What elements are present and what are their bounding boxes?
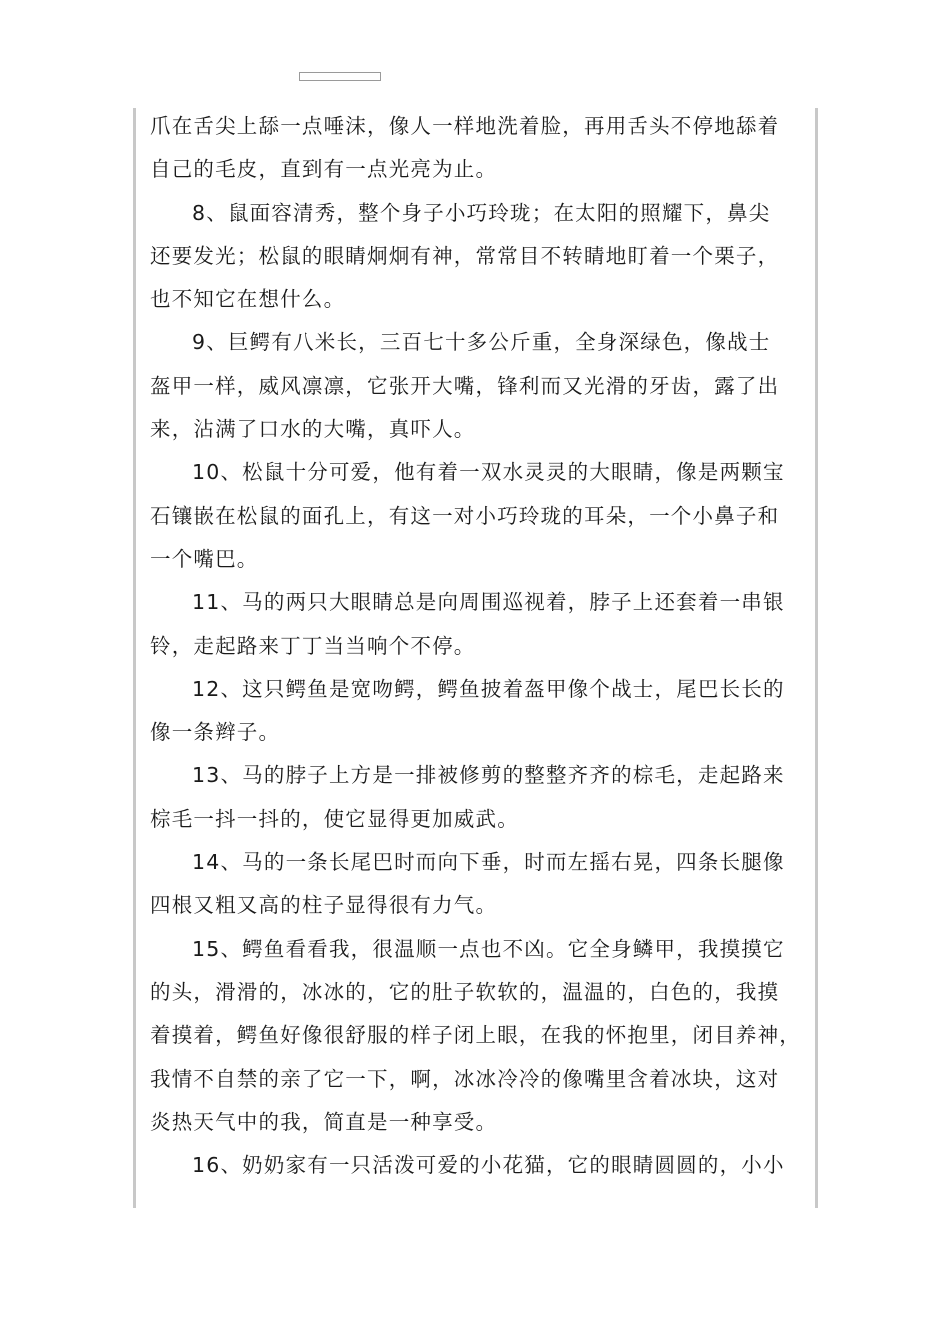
left-margin-line xyxy=(133,108,136,1208)
text-line: 来，沾满了口水的大嘴，真吓人。 xyxy=(150,417,476,442)
right-margin-line xyxy=(815,108,818,1208)
text-line: 16、奶奶家有一只活泼可爱的小花猫，它的眼睛圆圆的，小小 xyxy=(192,1153,785,1178)
text-line: 的头，滑滑的，冰冰的，它的肚子软软的，温温的，白色的，我摸 xyxy=(150,979,780,1004)
header-mark xyxy=(299,72,381,81)
text-line: 自己的毛皮，直到有一点光亮为止。 xyxy=(150,157,498,182)
text-line: 棕毛一抖一抖的，使它显得更加威武。 xyxy=(150,806,519,831)
text-line: 12、这只鳄鱼是宽吻鳄，鳄鱼披着盔甲像个战士，尾巴长长的 xyxy=(192,676,785,701)
document-body xyxy=(150,105,814,1187)
text-line: 9、巨鳄有八米长，三百七十多公斤重，全身深绿色，像战士 xyxy=(192,330,771,355)
text-line: 13、马的脖子上方是一排被修剪的整整齐齐的棕毛，走起路来 xyxy=(192,763,785,788)
text-line: 我情不自禁的亲了它一下，啊，冰冰冷冷的像嘴里含着冰块，这对 xyxy=(150,1066,780,1091)
text-line: 石镶嵌在松鼠的面孔上，有这一对小巧玲珑的耳朵，一个小鼻子和 xyxy=(150,503,780,528)
text-line: 着摸着，鳄鱼好像很舒服的样子闭上眼，在我的怀抱里，闭目养神， xyxy=(150,1023,801,1048)
text-line: 15、鳄鱼看看我，很温顺一点也不凶。它全身鳞甲，我摸摸它 xyxy=(192,936,785,961)
text-line: 爪在舌尖上舔一点唾沫，像人一样地洗着脸，再用舌头不停地舔着 xyxy=(150,114,780,138)
text-line: 炎热天气中的我，简直是一种享受。 xyxy=(150,1109,498,1134)
text-line: 也不知它在想什么。 xyxy=(150,287,346,312)
text-line: 还要发光；松鼠的眼睛炯炯有神，常常目不转睛地盯着一个栗子， xyxy=(150,243,780,268)
text-line: 8、鼠面容清秀，整个身子小巧玲珑；在太阳的照耀下，鼻尖 xyxy=(192,200,771,225)
text-line: 像一条辫子。 xyxy=(150,720,281,745)
text-line: 10、松鼠十分可爱，他有着一双水灵灵的大眼睛，像是两颗宝 xyxy=(192,460,785,485)
text-line: 四根又粗又高的柱子显得很有力气。 xyxy=(150,893,498,918)
text-line: 14、马的一条长尾巴时而向下垂，时而左摇右晃，四条长腿像 xyxy=(192,850,785,875)
text-line: 11、马的两只大眼睛总是向周围巡视着，脖子上还套着一串银 xyxy=(192,590,785,615)
text-line: 铃，走起路来丁丁当当响个不停。 xyxy=(150,633,476,658)
text-line: 一个嘴巴。 xyxy=(150,546,259,571)
text-line: 盔甲一样，威风凛凛，它张开大嘴，锋利而又光滑的牙齿，露了出 xyxy=(150,373,780,398)
